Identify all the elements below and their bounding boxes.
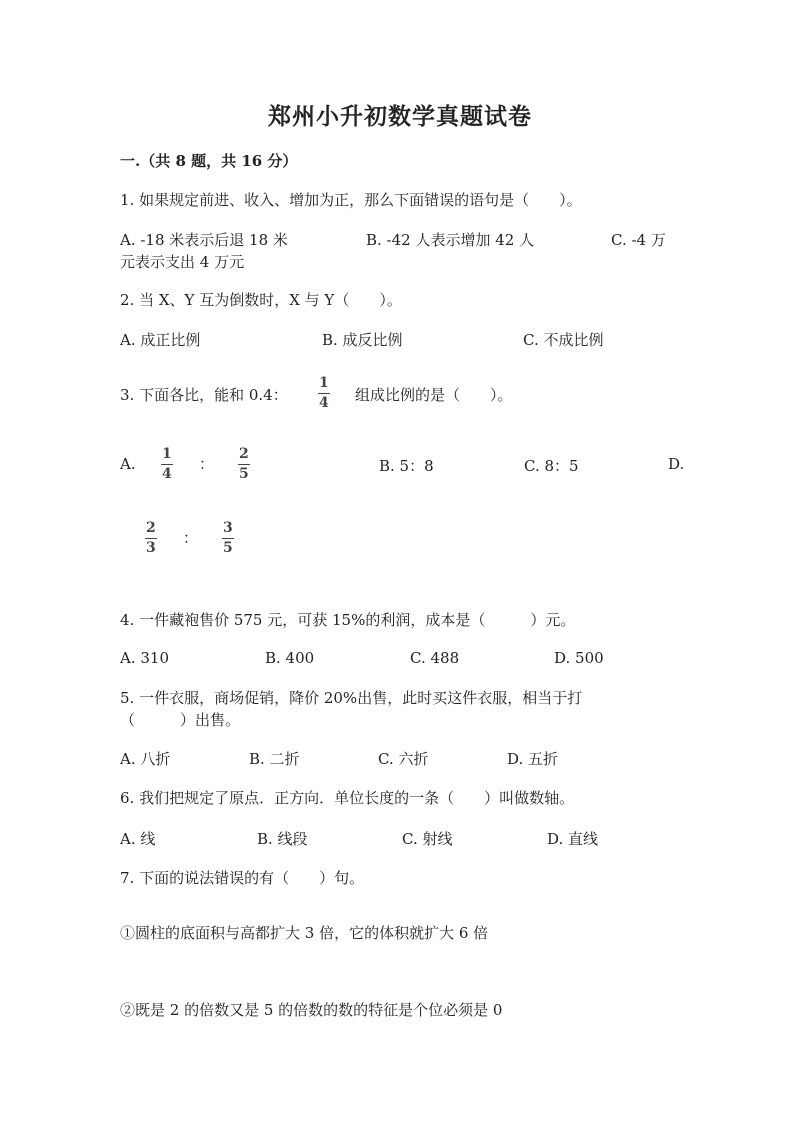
question-3-option-d-label: D. xyxy=(668,455,685,473)
question-6-option-d: D. 直线 xyxy=(547,830,599,848)
question-7-statement-1: ①圆柱的底面积与高都扩大 3 倍，它的体积就扩大 6 倍 xyxy=(120,924,489,942)
section-heading: 一.（共 8 题，共 16 分） xyxy=(120,152,298,170)
question-3-option-a-fraction-2 xyxy=(237,446,251,483)
question-2-option-c: C. 不成比例 xyxy=(523,331,604,349)
question-1-option-c: C. -4 万 xyxy=(611,231,666,249)
question-3-option-a-fraction-1 xyxy=(160,446,174,483)
question-5-stem-line-1: 5. 一件衣服，商场促销，降价 20%出售，此时买这件衣服，相当于打 xyxy=(120,689,583,707)
question-6-option-c: C. 射线 xyxy=(402,830,453,848)
question-1-option-c-continued: 元表示支出 4 万元 xyxy=(120,253,245,271)
question-3-option-a-colon: ： xyxy=(199,455,215,473)
fraction-numerator: 1 xyxy=(319,375,329,391)
question-5-option-b: B. 二折 xyxy=(249,750,300,768)
fraction-numerator: 2 xyxy=(146,520,156,536)
question-2-option-b: B. 成反比例 xyxy=(322,331,403,349)
question-3-stem-after: 组成比例的是（ ）。 xyxy=(355,386,513,404)
question-5-option-c: C. 六折 xyxy=(378,750,429,768)
question-6-option-b: B. 线段 xyxy=(257,830,308,848)
fraction-denominator: 3 xyxy=(146,540,156,556)
question-1-stem: 1. 如果规定前进、收入、增加为正，那么下面错误的语句是（ ）。 xyxy=(120,191,582,209)
fraction-numerator: 3 xyxy=(223,520,233,536)
question-5-option-d: D. 五折 xyxy=(507,750,559,768)
question-3-option-c: C. 8：5 xyxy=(524,457,579,475)
question-4-option-a: A. 310 xyxy=(120,649,169,667)
question-7-stem: 7. 下面的说法错误的有（ ）句。 xyxy=(120,869,365,887)
fraction-denominator: 4 xyxy=(162,466,172,482)
fraction-denominator: 5 xyxy=(239,466,249,482)
fraction-numerator: 2 xyxy=(239,446,249,462)
question-5-stem-line-2: （ ）出售。 xyxy=(120,711,241,729)
question-3-option-a-label: A. xyxy=(120,455,136,473)
question-4-stem: 4. 一件藏袍售价 575 元，可获 15%的利润，成本是（ ）元。 xyxy=(120,611,576,629)
fraction-bar xyxy=(222,538,234,539)
question-3-option-d-fraction-1 xyxy=(144,520,158,557)
fraction-denominator: 5 xyxy=(223,540,233,556)
question-2-option-a: A. 成正比例 xyxy=(120,331,201,349)
question-3-option-d-fraction-2 xyxy=(221,520,235,557)
question-3-option-b: B. 5：8 xyxy=(379,457,434,475)
question-2-stem: 2. 当 X、Y 互为倒数时，X 与 Y（ ）。 xyxy=(120,291,402,309)
fraction-bar xyxy=(318,393,330,394)
question-4-option-b: B. 400 xyxy=(265,649,315,667)
fraction-bar xyxy=(161,464,173,465)
fraction-numerator: 1 xyxy=(162,446,172,462)
question-4-option-c: C. 488 xyxy=(410,649,460,667)
question-5-option-a: A. 八折 xyxy=(120,750,171,768)
question-1-option-a: A. -18 米表示后退 18 米 xyxy=(120,231,288,249)
fraction-denominator: 4 xyxy=(319,395,329,411)
fraction-bar xyxy=(238,464,250,465)
question-4-option-d: D. 500 xyxy=(554,649,604,667)
question-6-option-a: A. 线 xyxy=(120,830,156,848)
question-1-option-b: B. -42 人表示增加 42 人 xyxy=(366,231,535,249)
fraction-bar xyxy=(145,538,157,539)
question-3-option-d-colon: ： xyxy=(183,529,199,547)
question-6-stem: 6. 我们把规定了原点．正方向．单位长度的一条（ ）叫做数轴。 xyxy=(120,789,575,807)
question-7-statement-2: ②既是 2 的倍数又是 5 的倍数的数的特征是个位必须是 0 xyxy=(120,1001,503,1019)
page-title: 郑州小升初数学真题试卷 xyxy=(268,103,532,130)
question-3-stem-fraction xyxy=(317,375,331,412)
question-3-stem-before: 3. 下面各比，能和 0.4： xyxy=(120,386,288,404)
